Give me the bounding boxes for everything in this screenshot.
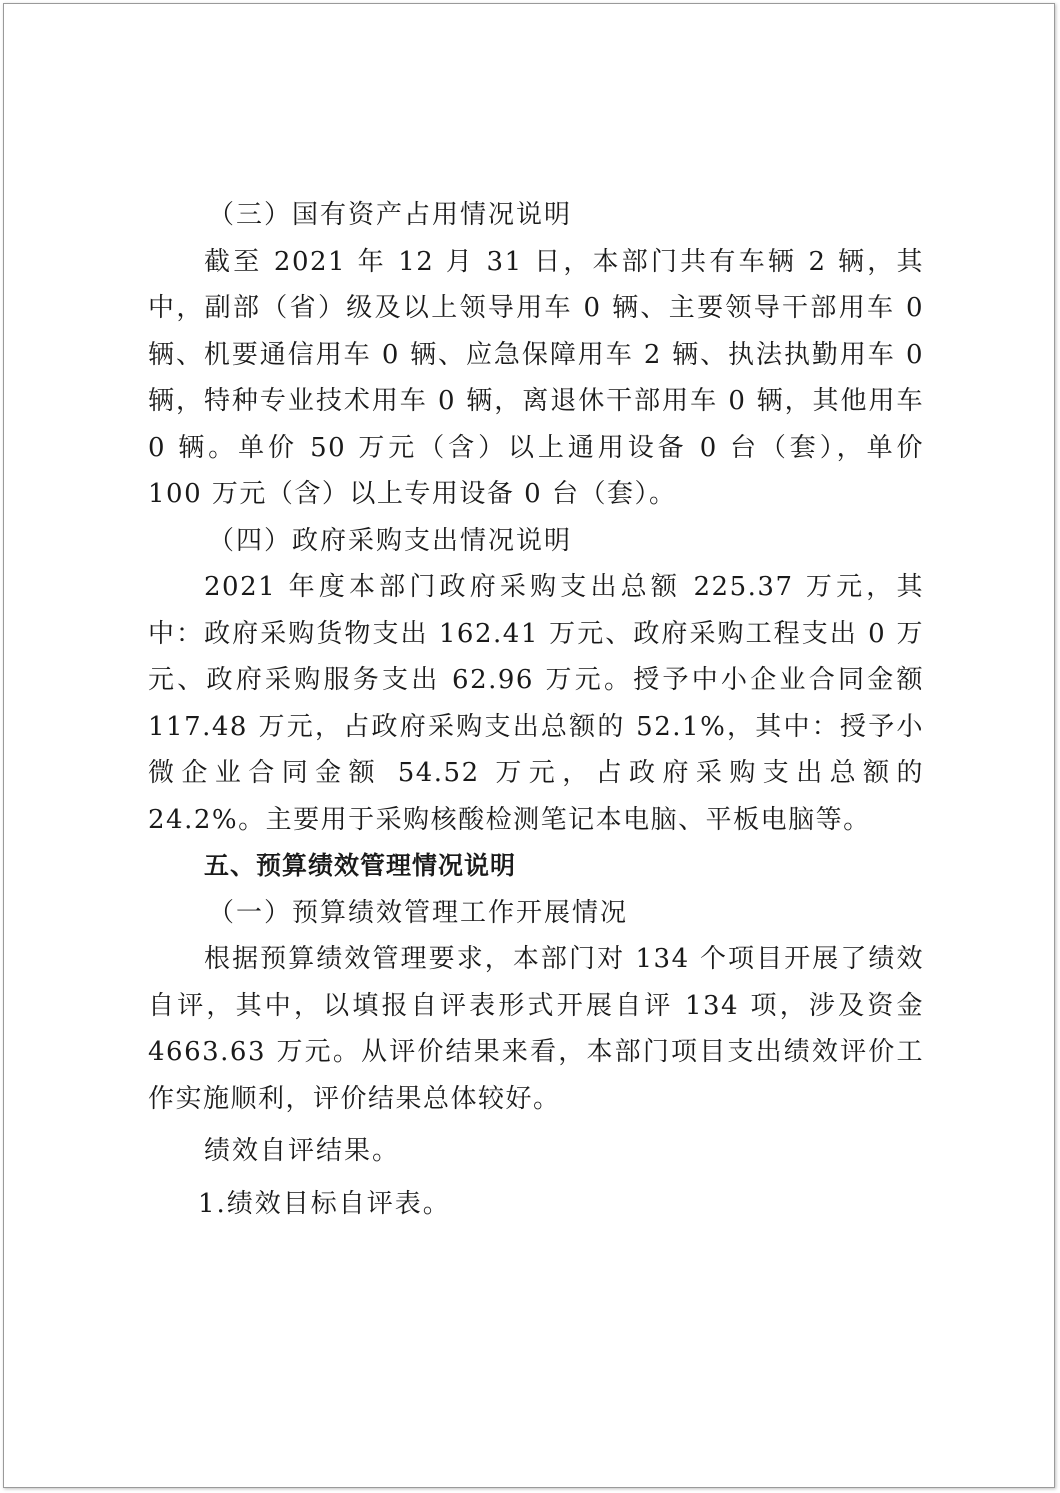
section-heading-state-assets: （三）国有资产占用情况说明 [208, 200, 573, 230]
chapter-heading-performance: 五、预算绩效管理情况说明 [204, 851, 517, 880]
paragraph-state-assets: 截至 2021 年 12 月 31 日，本部门共有车辆 2 辆，其中，副部（省）级及以上领导用车 0 辆、主要领导干部用车 0 辆、机要通信用车 0 辆、应急保障用车 2 辆、执法执勤用车 0 辆，特种专业技术用车 0 辆，离退休干部用车 0 辆，其他用车 0 辆。单价 50 万元（含）以上通用设备 0 台（套），单价 100 万元（含）以上专用设备 0 台（套）。 [148, 246, 924, 509]
section-heading-procurement: （四）政府采购支出情况说明 [208, 525, 573, 556]
section-heading-performance-work: （一）预算绩效管理工作开展情况 [208, 897, 629, 928]
list-item-goal-table: 1.绩效目标自评表。 [198, 1188, 451, 1219]
paragraph-performance-work: 根据预算绩效管理要求，本部门对 134 个项目开展了绩效自评，其中，以填报自评表形式开展自评 134 项，涉及资金 4663.63 万元。从评价结果来看，本部门项目支出绩效评价工作实施顺利，评价结果总体较好。 [148, 944, 924, 1114]
paragraph-procurement: 2021 年度本部门政府采购支出总额 225.37 万元，其中：政府采购货物支出 162.41 万元、政府采购工程支出 0 万元、政府采购服务支出 62.96 万元。授予中小企业合同金额 117.48 万元，占政府采购支出总额的 52.1%，其中：授予小微企业合同金额 54.52 万元，占政府采购支出总额的 24.2%。主要用于采购核酸检测笔记本电脑、平板电脑等。 [148, 572, 924, 835]
paragraph-self-eval-result: 绩效自评结果。 [204, 1136, 401, 1166]
document-content [148, 192, 924, 1227]
